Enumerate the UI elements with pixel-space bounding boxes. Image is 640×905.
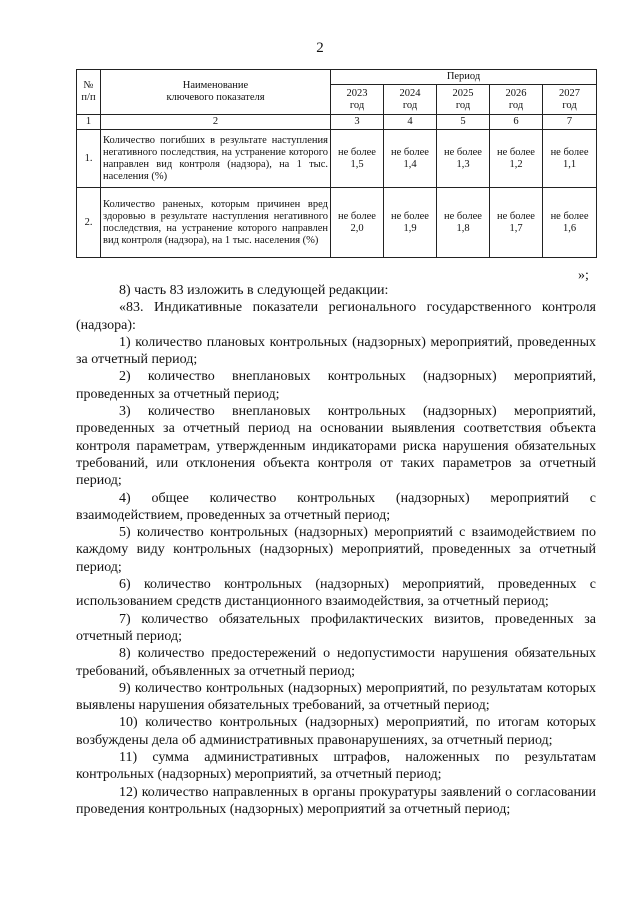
index-cell: 1 [77,115,101,130]
header-year: 2027 год [543,85,597,115]
index-cell: 2 [101,115,331,130]
value-cell: не более 2,0 [331,188,384,258]
index-row [77,115,597,130]
header-year: 2023 год [331,85,384,115]
header-year: 2026 год [490,85,543,115]
value-cell: не более 1,4 [384,130,437,188]
index-cell: 6 [490,115,543,130]
index-cell: 5 [437,115,490,130]
paragraph: 1) количество плановых контрольных (надзорных) мероприятий, проведенных за отчетный период; [76,334,596,368]
paragraph: 3) количество внеплановых контрольных (надзорных) мероприятий, проведенных за отчетный период на основании выявления соответствия объекта контроля параметрам, утвержденным индикаторами риска нарушения обязательных требований, или отклонения объекта контроля от таких параметров за отчетный период; [76,404,596,489]
index-cell: 4 [384,115,437,130]
header-indicator-name [101,70,331,115]
paragraph: 7) количество обязательных профилактических визитов, проведенных за отчетный период; [76,611,596,644]
value-cell: не более 1,5 [331,130,384,188]
key-indicators-table [76,69,597,258]
paragraph: 9) количество контрольных (надзорных) мероприятий, по результатам которых выявлены нарушения обязательных требований, за отчетный период; [76,680,596,714]
value-cell: не более 1,8 [437,188,490,258]
header-name-line1: Наименование [182,80,249,91]
header-name-line2: ключевого показателя [166,92,265,103]
paragraph: 8) часть 83 изложить в следующей редакции: [119,283,389,298]
paragraph: 4) общее количество контрольных (надзорных) мероприятий с взаимодействием, проведенных за отчетный период; [76,490,596,523]
value-cell: не более 1,3 [437,130,490,188]
value-cell: не более 1,2 [490,130,543,188]
row-num: 2. [77,188,101,258]
table-row [77,130,597,188]
paragraph: 10) количество контрольных (надзорных) мероприятий, по итогам которых возбуждены дела об административных правонарушениях, за отчетный период; [76,715,596,748]
index-cell: 3 [331,115,384,130]
header-num: № п/п [77,70,101,115]
row-description: Количество погибших в результате наступления негативного последствия, на устранение которого направлен вид контроля (надзора), на 1 тыс. населения (%) [101,130,331,188]
amendment-text [76,282,596,818]
page-number: 2 [316,40,324,56]
table-closing-quote: »; [578,268,589,283]
index-cell: 7 [543,115,597,130]
row-num: 1. [77,130,101,188]
paragraph: 12) количество направленных в органы прокуратуры заявлений о согласовании проведения контрольных (надзорных) мероприятий за отчетный период; [76,784,596,817]
value-cell: не более 1,6 [543,188,597,258]
paragraph: 11) сумма административных штрафов, наложенных по результатам контрольных (надзорных) мероприятий, за отчетный период; [76,750,596,783]
table-row [77,188,597,258]
paragraph: 5) количество контрольных (надзорных) мероприятий с взаимодействием по каждому виду контрольных (надзорных) мероприятий, проведенных за отчетный период; [76,525,596,575]
value-cell: не более 1,9 [384,188,437,258]
header-period: Период [331,70,597,85]
paragraph: 6) количество контрольных (надзорных) мероприятий, проведенных с использованием средств дистанционного взаимодействия, за отчетный период; [76,577,596,610]
header-year: 2025 год [437,85,490,115]
paragraph: «83. Индикативные показатели регионального государственного контроля (надзора): [76,300,596,333]
row-description: Количество раненых, которым причинен вред здоровью в результате наступления негативного последствия, на устранение которого направлен вид контроля (надзора), на 1 тыс. населения (%) [101,188,331,258]
paragraph: 2) количество внеплановых контрольных (надзорных) мероприятий, проведенных за отчетный период; [76,369,596,402]
header-year: 2024 год [384,85,437,115]
paragraph: 8) количество предостережений о недопустимости нарушения обязательных требований, объявленных за отчетный период; [76,646,596,679]
value-cell: не более 1,1 [543,130,597,188]
value-cell: не более 1,7 [490,188,543,258]
